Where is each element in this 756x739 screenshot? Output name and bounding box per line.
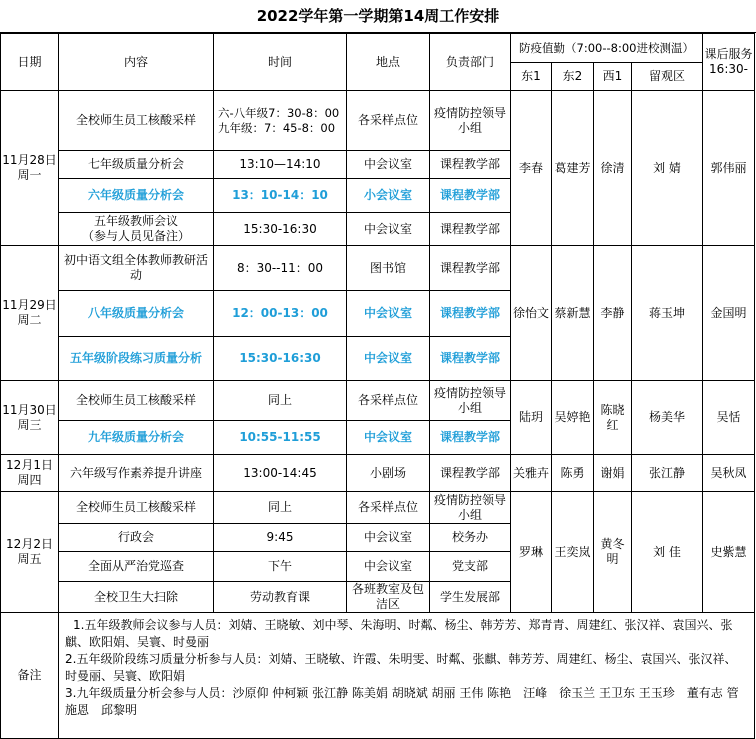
event-time: 劳动教育课	[214, 582, 347, 613]
event-dept: 校务办	[430, 524, 511, 552]
header-post-west1: 西1	[594, 63, 632, 91]
duty-person: 张江静	[632, 455, 703, 492]
event-dept: 疫情防控领导小组	[430, 492, 511, 524]
event-content: 全校师生员工核酸采样	[59, 381, 214, 421]
duty-person: 陈晓红	[594, 381, 632, 455]
after-school-person: 金国明	[703, 246, 755, 381]
duty-person: 杨美华	[632, 381, 703, 455]
event-dept: 学生发展部	[430, 582, 511, 613]
day-date: 12月1日 周四	[1, 455, 59, 492]
header-dept: 负责部门	[430, 34, 511, 91]
duty-person: 蔡新慧	[552, 246, 594, 381]
event-place: 中会议室	[347, 421, 430, 455]
schedule-row	[1, 246, 755, 291]
header-time: 时间	[214, 34, 347, 91]
event-content: 全校师生员工核酸采样	[59, 91, 214, 151]
event-dept: 党支部	[430, 552, 511, 582]
event-dept: 疫情防控领导小组	[430, 91, 511, 151]
event-place: 图书馆	[347, 246, 430, 291]
event-place: 各采样点位	[347, 492, 430, 524]
note-line: 1.五年级教师会议参与人员：刘婧、王晓敏、刘中琴、朱海明、时粼、杨尘、韩芳芳、郑青青、周建红、张汉祥、袁国兴、张麒、欧阳娟、吴寰、时曼丽	[65, 618, 733, 649]
duty-person: 李静	[594, 246, 632, 381]
event-time: 同上	[214, 381, 347, 421]
duty-person: 谢娟	[594, 455, 632, 492]
event-place: 中会议室	[347, 337, 430, 381]
event-content: 五年级阶段练习质量分析	[59, 337, 214, 381]
event-dept: 课程教学部	[430, 151, 511, 179]
event-time: 12：00-13：00	[214, 291, 347, 337]
event-content: 七年级质量分析会	[59, 151, 214, 179]
event-time: 10:55-11:55	[214, 421, 347, 455]
event-dept: 课程教学部	[430, 455, 511, 492]
duty-person: 陈勇	[552, 455, 594, 492]
header-row	[1, 34, 755, 63]
event-time: 13:10—14:10	[214, 151, 347, 179]
notes-row	[1, 613, 755, 739]
event-content: 九年级质量分析会	[59, 421, 214, 455]
duty-person: 刘 佳	[632, 492, 703, 613]
duty-person: 陆玥	[511, 381, 552, 455]
notes-label: 备注	[1, 613, 59, 739]
event-content: 六年级质量分析会	[59, 179, 214, 213]
event-content: 五年级教师会议 （参与人员见备注）	[59, 213, 214, 246]
event-time: 8：30--11：00	[214, 246, 347, 291]
duty-person: 蒋玉坤	[632, 246, 703, 381]
event-dept: 课程教学部	[430, 213, 511, 246]
duty-person: 吴婷艳	[552, 381, 594, 455]
day-date: 11月29日 周二	[1, 246, 59, 381]
after-school-person: 吴秋凤	[703, 455, 755, 492]
after-school-person: 吴恬	[703, 381, 755, 455]
day-date: 12月2日 周五	[1, 492, 59, 613]
duty-person: 李春	[511, 91, 552, 246]
event-time: 六-八年级7：30-8：00 九年级：7：45-8：00	[214, 91, 347, 151]
header-content: 内容	[59, 34, 214, 91]
event-place: 各班教室及包洁区	[347, 582, 430, 613]
event-content: 全面从严治党巡查	[59, 552, 214, 582]
schedule-row	[1, 455, 755, 492]
event-content: 六年级写作素养提升讲座	[59, 455, 214, 492]
schedule-row	[1, 91, 755, 151]
day-date: 11月30日 周三	[1, 381, 59, 455]
event-content: 全校卫生大扫除	[59, 582, 214, 613]
event-content: 八年级质量分析会	[59, 291, 214, 337]
event-content: 初中语文组全体教师教研活动	[59, 246, 214, 291]
schedule-row	[1, 381, 755, 421]
duty-person: 王奕岚	[552, 492, 594, 613]
schedule-table	[0, 33, 755, 739]
event-time: 15:30-16:30	[214, 213, 347, 246]
page-title: 2022学年第一学期第14周工作安排	[0, 0, 756, 33]
duty-person: 刘 婧	[632, 91, 703, 246]
event-time: 下午	[214, 552, 347, 582]
schedule-row	[1, 492, 755, 524]
header-post-observation: 留观区	[632, 63, 703, 91]
event-dept: 课程教学部	[430, 337, 511, 381]
after-school-person: 史紫慧	[703, 492, 755, 613]
event-time: 13：10-14：10	[214, 179, 347, 213]
event-place: 各采样点位	[347, 381, 430, 421]
event-time: 15:30-16:30	[214, 337, 347, 381]
day-date: 11月28日 周一	[1, 91, 59, 246]
event-dept: 课程教学部	[430, 179, 511, 213]
event-dept: 课程教学部	[430, 246, 511, 291]
header-date: 日期	[1, 34, 59, 91]
duty-person: 徐怡文	[511, 246, 552, 381]
duty-person: 罗琳	[511, 492, 552, 613]
duty-person: 葛建芳	[552, 91, 594, 246]
note-line: 2.五年级阶段练习质量分析参与人员：刘婧、王晓敏、许霞、朱明雯、时粼、张麒、韩芳芳、周建红、杨尘、袁国兴、张汉祥、时曼丽、吴寰、欧阳娟	[65, 652, 737, 683]
header-duty: 防疫值勤（7:00--8:00进校测温）	[511, 34, 703, 63]
header-place: 地点	[347, 34, 430, 91]
duty-person: 黄冬明	[594, 492, 632, 613]
event-place: 中会议室	[347, 213, 430, 246]
event-place: 中会议室	[347, 151, 430, 179]
notes-content	[59, 613, 755, 739]
event-place: 各采样点位	[347, 91, 430, 151]
event-place: 中会议室	[347, 291, 430, 337]
header-post-east2: 东2	[552, 63, 594, 91]
event-place: 小会议室	[347, 179, 430, 213]
event-place: 中会议室	[347, 552, 430, 582]
event-content: 全校师生员工核酸采样	[59, 492, 214, 524]
event-content: 行政会	[59, 524, 214, 552]
header-after-school: 课后服务16:30-	[703, 34, 755, 91]
duty-person: 关雅卉	[511, 455, 552, 492]
event-time: 13:00-14:45	[214, 455, 347, 492]
event-place: 小剧场	[347, 455, 430, 492]
event-dept: 疫情防控领导小组	[430, 381, 511, 421]
note-line: 3.九年级质量分析会参与人员：沙原仰 仲柯颖 张江静 陈美娟 胡晓斌 胡丽 王伟 陈艳 汪峰 徐玉兰 王卫东 王玉珍 董有志 管施恩 邱黎明	[65, 686, 739, 717]
event-time: 同上	[214, 492, 347, 524]
after-school-person: 郭伟丽	[703, 91, 755, 246]
event-time: 9:45	[214, 524, 347, 552]
event-place: 中会议室	[347, 524, 430, 552]
header-post-east1: 东1	[511, 63, 552, 91]
event-dept: 课程教学部	[430, 291, 511, 337]
event-dept: 课程教学部	[430, 421, 511, 455]
duty-person: 徐清	[594, 91, 632, 246]
